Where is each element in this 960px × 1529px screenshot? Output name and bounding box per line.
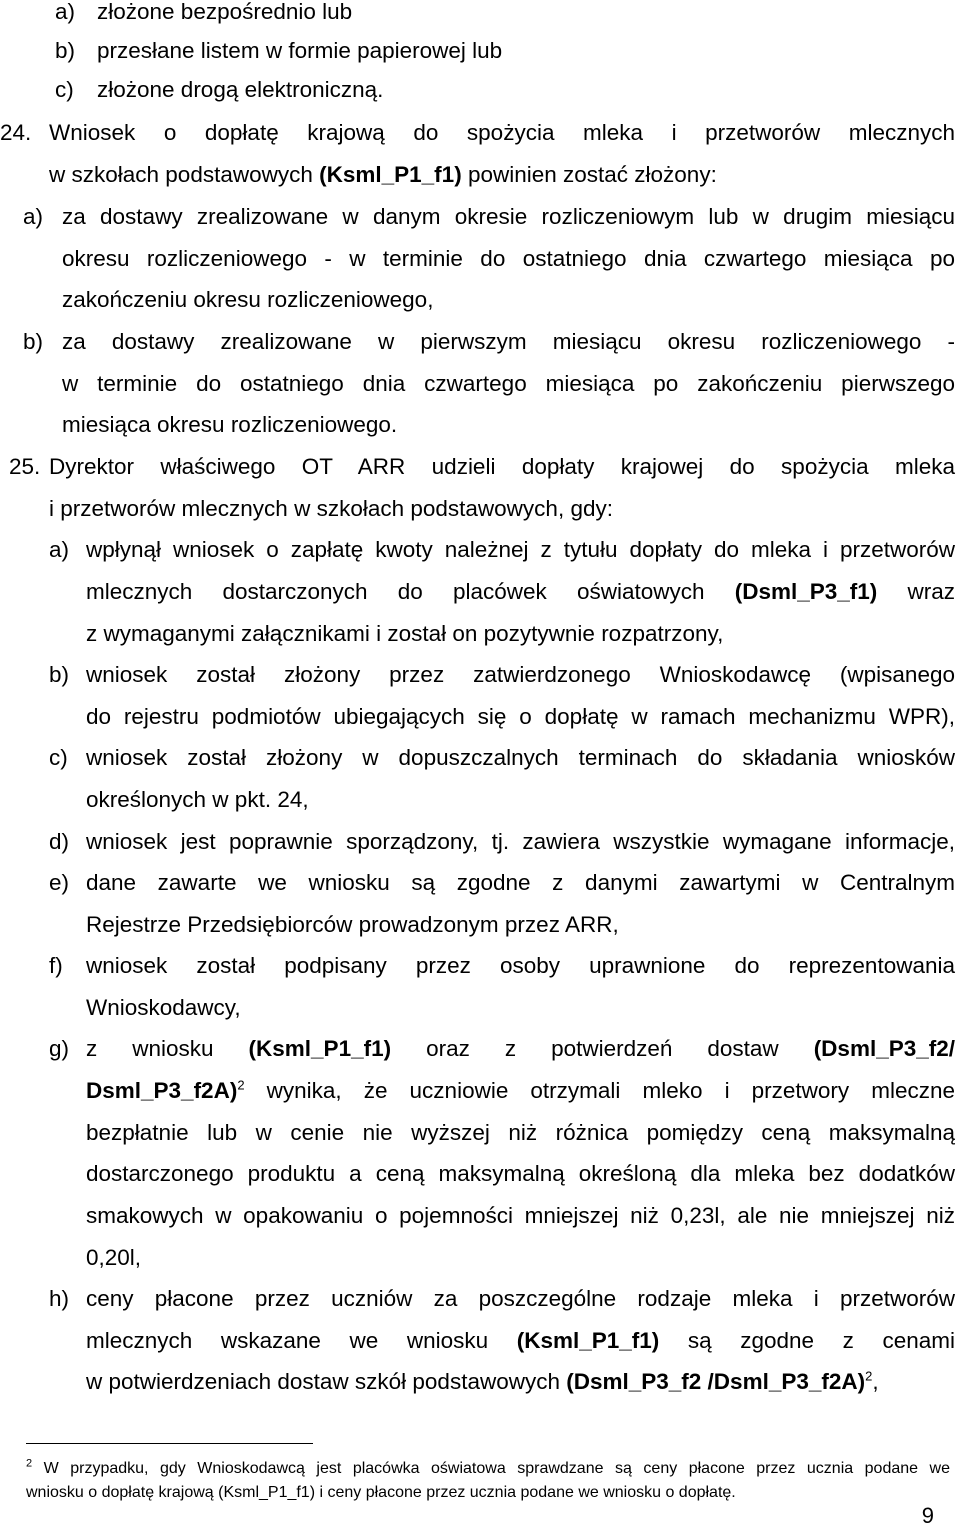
text-line: z wymaganymi załącznikami i został on pozytywnie rozpatrzony, [86,621,724,646]
text-line: i przetworów mlecznych w szkołach podstawowych, gdy: [49,496,613,521]
text-line: wniosek został podpisany przez osoby uprawnione do reprezentowania [86,953,955,978]
page-number: 9 [921,1503,934,1528]
text-line: wniosek został złożony przez zatwierdzonego Wnioskodawcę (wpisanego [86,662,955,687]
text-line: Dyrektor właściwego OT ARR udzieli dopłaty krajowej do spożycia mleka [49,454,955,479]
text-line: dostarczonego produktu a ceną maksymalną określoną dla mleka bez dodatków [86,1161,955,1186]
text-line: miesiąca okresu rozliczeniowego. [62,412,398,437]
text-line: Rejestrze Przedsiębiorców prowadzonym przez ARR, [86,912,619,937]
footnote-line: wniosku o dopłatę krajową (Ksml_P1_f1) i ceny płacone przez ucznia podane we wniosku o dopłatę. [26,1484,736,1501]
list-label: a) [55,0,76,24]
form-code: (Dsml_P3_f1) [734,579,878,604]
list-label: g) [49,1036,70,1061]
text-line: mlecznych wskazane we wniosku (Ksml_P1_f1) są zgodne z cenami [86,1328,955,1353]
list-text: złożone drogą elektroniczną. [97,77,384,102]
list-label: f) [49,953,63,978]
text-line: Dsml_P3_f2A)$^2$ wynika, że uczniowie otrzymali mleko i przetwory mleczne [86,1077,955,1103]
form-code: (Dsml_P3_f2 /Dsml_P3_f2A) [566,1369,866,1394]
text-line: ceny płacone przez uczniów za poszczególne rodzaje mleka i przetworów [86,1286,955,1311]
footnote-line: $^2$ W przypadku, gdy Wnioskodawcą jest placówka oświatowa sprawdzane są ceny płacone przez ucznia podane we [26,1457,950,1477]
text-line: w szkołach podstawowych (Ksml_P1_f1) powinien zostać złożony: [49,162,717,187]
list-label: a) [49,537,70,562]
footnote-ref: 2 [865,1368,873,1384]
footnote-mark: 2 [26,1457,33,1470]
text-line: wniosek został złożony w dopuszczalnych terminach do składania wniosków [86,745,955,770]
form-code: (Dsml_P3_f2/ [813,1036,956,1061]
footnote-ref: 2 [237,1077,245,1093]
text-line: Wnioskodawcy, [86,995,241,1020]
text-line: za dostawy zrealizowane w pierwszym miesiącu okresu rozliczeniowego - [62,329,955,354]
paragraph-number: 25. [9,454,41,479]
form-code: (Ksml_P1_f1) [516,1328,660,1353]
text-line: do rejestru podmiotów ubiegających się o dopłatę w ramach mechanizmu WPR), [86,704,955,729]
text-line: bezpłatnie lub w cenie nie wyższej niż różnica pomiędzy ceną maksymalną [86,1120,955,1145]
list-text: przesłane listem w formie papierowej lub [97,38,503,63]
list-label: c) [55,77,74,102]
text-line: Wniosek o dopłatę krajową do spożycia mleka i przetworów mlecznych [49,120,955,145]
list-label: b) [49,662,70,687]
list-text: złożone bezpośrednio lub [97,0,353,24]
list-label: d) [49,829,70,854]
list-label: b) [55,38,76,63]
form-code: (Ksml_P1_f1) [319,162,462,187]
form-code: (Ksml_P1_f1) [248,1036,392,1061]
text-line: w potwierdzeniach dostaw szkół podstawowych (Dsml_P3_f2 /Dsml_P3_f2A)$^2$, [86,1368,879,1394]
text-line: wniosek jest poprawnie sporządzony, tj. zawiera wszystkie wymagane informacje, [86,829,955,854]
list-label: a) [23,204,44,229]
text-line: dane zawarte we wniosku są zgodne z danymi zawartymi w Centralnym [86,870,955,895]
text-line: mlecznych dostarczonych do placówek oświatowych (Dsml_P3_f1) wraz [86,579,955,604]
text-line: z wniosku (Ksml_P1_f1) oraz z potwierdzeń dostaw (Dsml_P3_f2/ [86,1036,956,1061]
form-code: Dsml_P3_f2A) [86,1078,238,1103]
footnote-separator [26,1443,313,1444]
list-label: b) [23,329,44,354]
text-line: zakończeniu okresu rozliczeniowego, [62,287,434,312]
text-line: określonych w pkt. 24, [86,787,309,812]
list-label: e) [49,870,70,895]
list-label: c) [49,745,68,770]
text-line: 0,20l, [86,1245,142,1270]
list-label: h) [49,1286,70,1311]
text-line: smakowych w opakowaniu o pojemności mniejszej niż 0,23l, ale nie mniejszej niż [86,1203,955,1228]
text-line: wpłynął wniosek o zapłatę kwoty należnej z tytułu dopłaty do mleka i przetworów [86,537,955,562]
text-line: okresu rozliczeniowego - w terminie do ostatniego dnia czwartego miesiąca po [62,246,955,271]
text-line: w terminie do ostatniego dnia czwartego miesiąca po zakończeniu pierwszego [62,371,955,396]
paragraph-number: 24. [0,120,32,145]
text-line: za dostawy zrealizowane w danym okresie rozliczeniowym lub w drugim miesiącu [62,204,955,229]
